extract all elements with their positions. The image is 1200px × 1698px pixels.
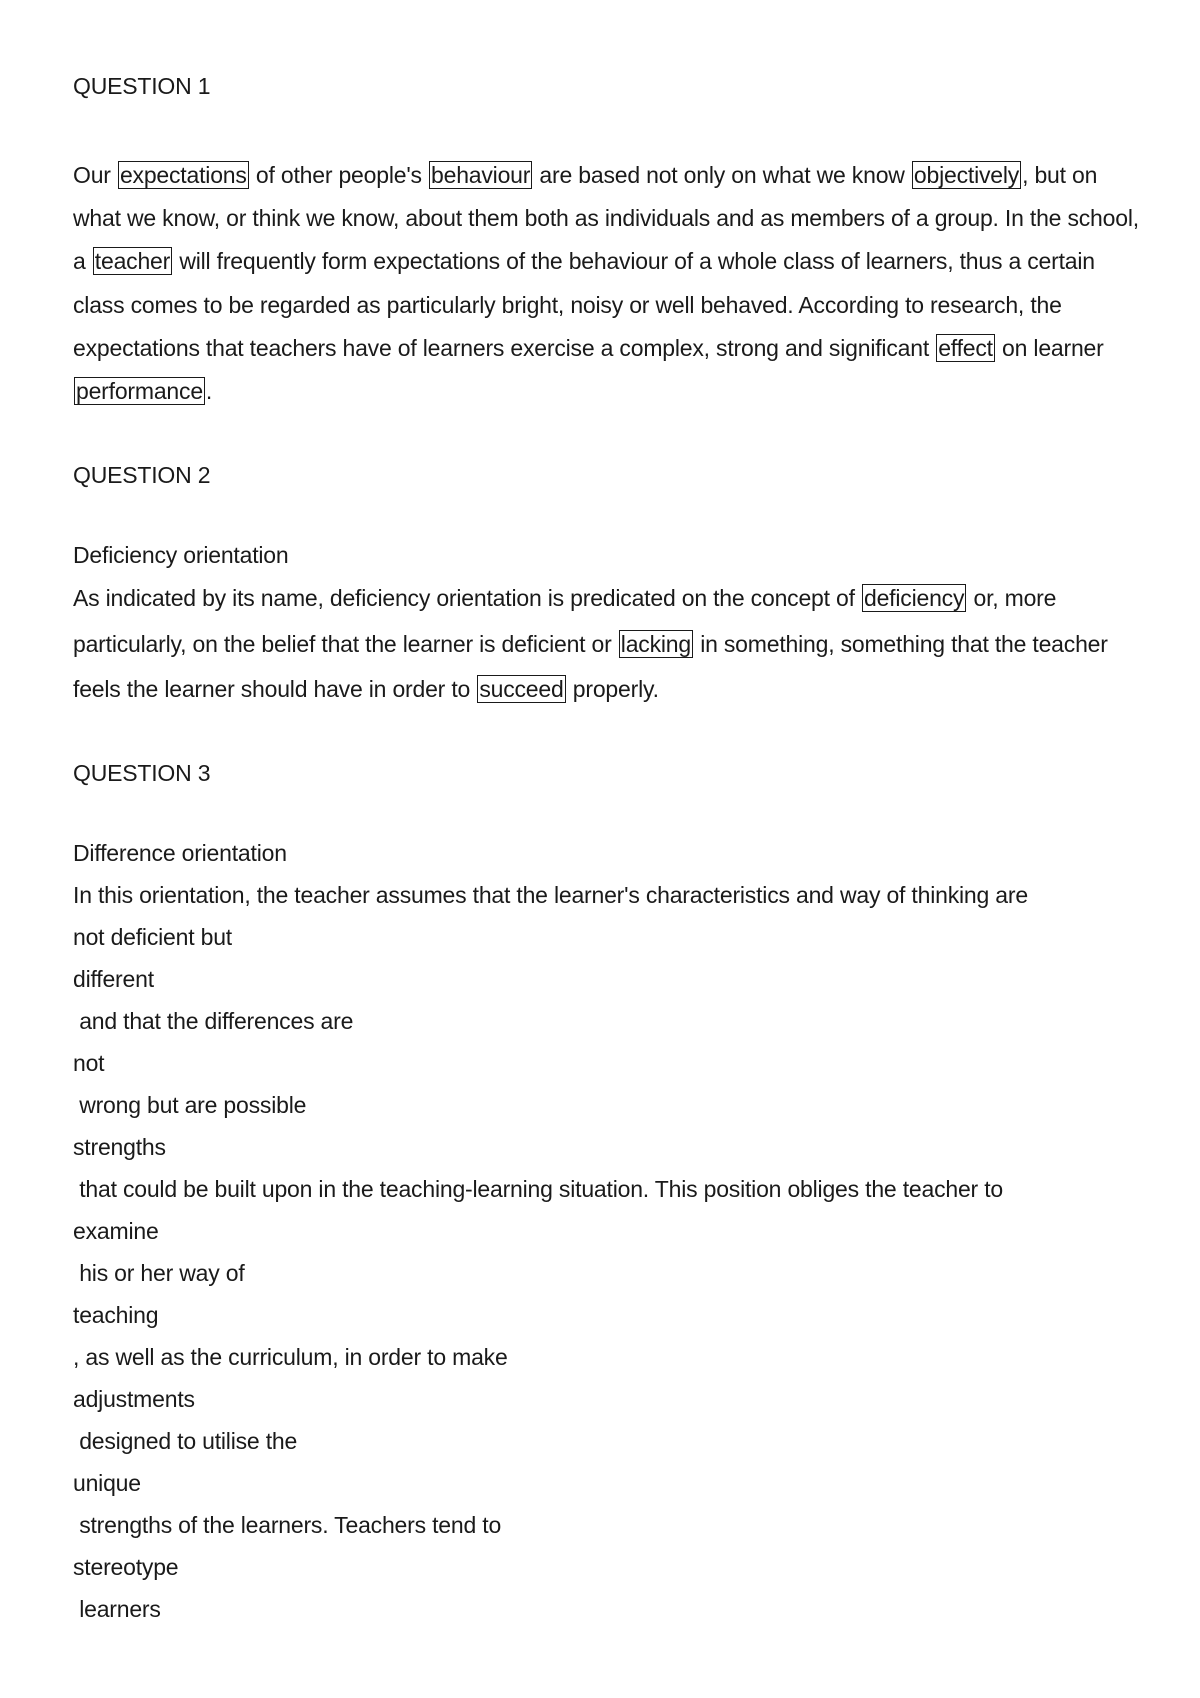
question-3-line: and that the differences are bbox=[73, 1007, 354, 1034]
question-2-subheading: Deficiency orientation bbox=[73, 542, 289, 569]
question-3-line: teaching bbox=[73, 1301, 159, 1328]
question-2-boxed-word: succeed bbox=[479, 676, 564, 703]
question-1-text: Our bbox=[73, 162, 117, 188]
question-3-line: that could be built upon in the teaching-learning situation. This position obliges the teacher to bbox=[73, 1175, 1003, 1202]
question-3-line: his or her way of bbox=[73, 1259, 245, 1286]
question-3-line: adjustments bbox=[73, 1385, 195, 1412]
question-1-boxed-word: performance bbox=[76, 378, 203, 405]
question-2-boxed-word: deficiency bbox=[864, 585, 965, 612]
question-1-text: are based not only on what we know bbox=[533, 162, 911, 188]
question-3-line: strengths of the learners. Teachers tend to bbox=[73, 1511, 502, 1538]
question-1-text: . bbox=[205, 378, 213, 405]
question-1-text: on learner bbox=[995, 334, 1104, 361]
question-1-boxed-word: teacher bbox=[94, 248, 171, 275]
question-2-text: As indicated by its name, deficiency orientation is predicated on the concept of bbox=[73, 585, 861, 612]
question-3-line: wrong but are possible bbox=[73, 1091, 307, 1118]
document-content bbox=[73, 68, 1143, 1630]
question-3-line: learners bbox=[73, 1595, 161, 1622]
question-1-text: will frequently form expectations of the behaviour of a whole class of learners, thus a certain class comes to be regarded as particularly bright, noisy or well behaved. According to research, the expectations that teachers have of learners exercise a complex, strong and significant bbox=[73, 248, 1095, 361]
question-1-text: of other people's bbox=[249, 162, 429, 188]
question-2-text: properly. bbox=[566, 676, 659, 703]
question-2-text: in something, something that the teacher feels the learner should have in order to bbox=[73, 630, 1108, 703]
question-3-heading: QUESTION 3 bbox=[73, 759, 211, 786]
question-3-line: stereotype bbox=[73, 1553, 179, 1580]
question-1-boxed-word: expectations bbox=[119, 162, 247, 188]
question-3-line: In this orientation, the teacher assumes that the learner's characteristics and way of thinking are bbox=[73, 881, 1028, 908]
question-3-line: strengths bbox=[73, 1133, 166, 1160]
question-3-line: , as well as the curriculum, in order to make bbox=[73, 1343, 508, 1370]
question-2-boxed-word: lacking bbox=[620, 630, 691, 657]
question-3-line: examine bbox=[73, 1217, 159, 1244]
question-3-line: not deficient but bbox=[73, 923, 232, 950]
question-1-heading: QUESTION 1 bbox=[73, 73, 211, 99]
question-3-text bbox=[73, 874, 1143, 1630]
question-3-line: designed to utilise the bbox=[73, 1427, 298, 1454]
question-2-paragraph bbox=[73, 576, 1143, 713]
question-2-text: or, more particularly, on the belief that the learner is deficient or bbox=[73, 585, 1057, 657]
question-1-boxed-word: behaviour bbox=[431, 162, 531, 188]
question-3-subheading: Difference orientation bbox=[73, 839, 287, 866]
question-2-heading: QUESTION 2 bbox=[73, 462, 211, 489]
question-1-boxed-word: effect bbox=[938, 334, 993, 361]
question-3-line: different bbox=[73, 965, 154, 992]
question-1-paragraph bbox=[73, 154, 1143, 413]
question-3-line: unique bbox=[73, 1469, 141, 1496]
question-3-line: not bbox=[73, 1049, 105, 1076]
question-1-text: , but on what we know, or think we know, about them both as individuals and as members of a group. In the school, a bbox=[73, 162, 1139, 275]
question-1-boxed-word: objectively bbox=[913, 162, 1020, 188]
